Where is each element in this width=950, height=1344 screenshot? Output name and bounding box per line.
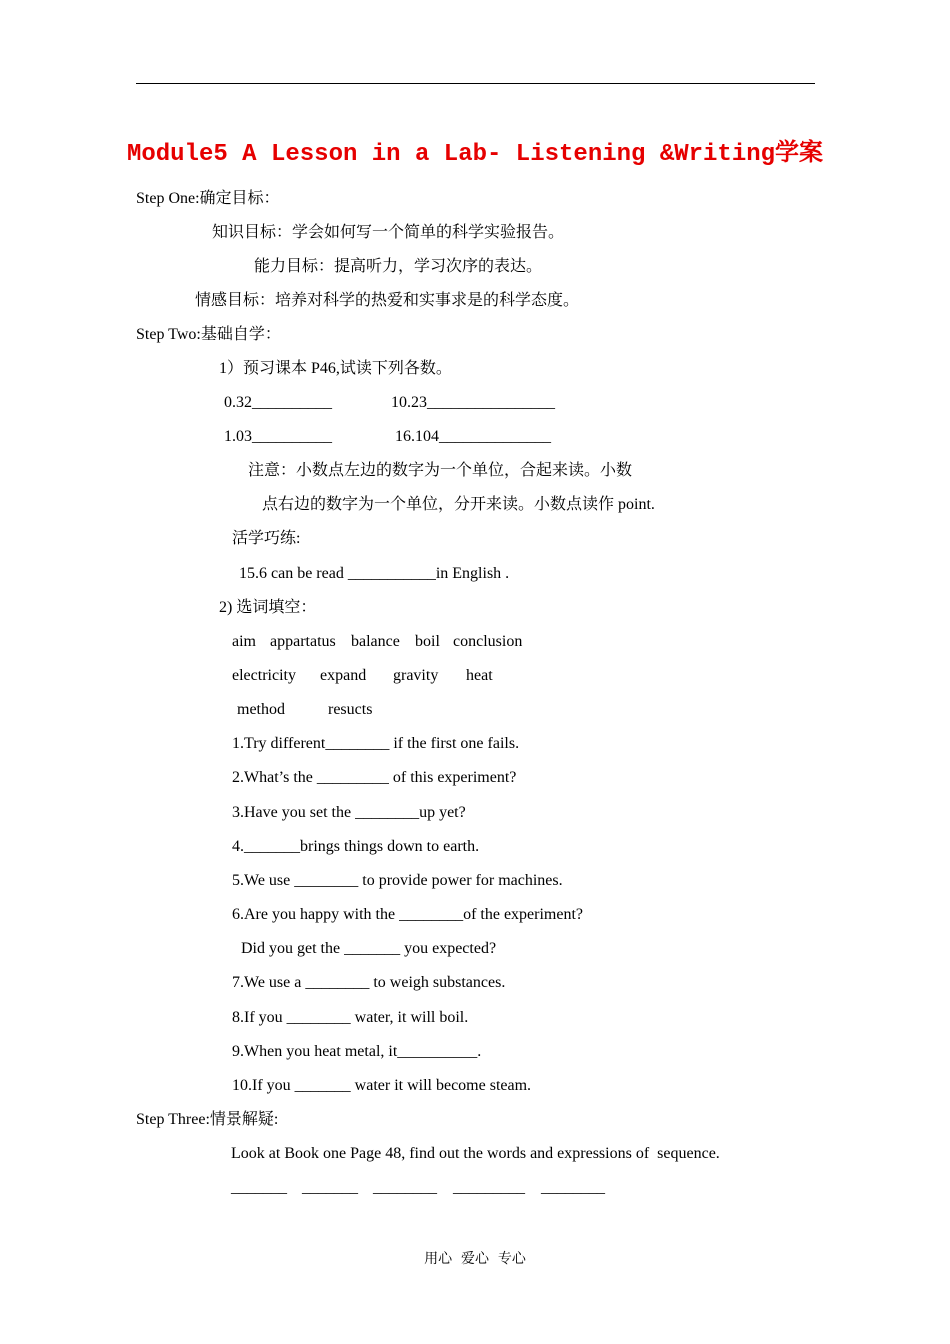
practice-label: 活学巧练: (232, 530, 301, 547)
note-line: 注意：小数点左边的数字为一个单位，合起来读。小数 (248, 462, 633, 479)
note-line: 点右边的数字为一个单位，分开来读。小数点读作 point. (262, 496, 655, 513)
word-bank-item: gravity (393, 667, 439, 684)
emotion-goal: 情感目标：培养对科学的热爱和实事求是的科学态度。 (195, 292, 580, 309)
question-item: 4._______brings things down to earth. (232, 838, 480, 855)
question-item: 2.What’s the _________ of this experiment? (232, 769, 517, 786)
part1-instruction: 1）预习课本 P46,试读下列各数。 (219, 360, 452, 377)
answer-blank: _______ (302, 1179, 358, 1196)
step-three-heading: Step Three:情景解疑: (136, 1111, 279, 1128)
word-bank-item: electricity (232, 667, 296, 684)
question-item: 3.Have you set the ________up yet? (232, 804, 466, 821)
practice-question: 15.6 can be read ___________in English . (239, 565, 510, 582)
number-item: 0.32__________ (224, 394, 332, 411)
question-item: 7.We use a ________ to weigh substances. (232, 974, 506, 991)
title-text: Module5 A Lesson in a Lab- Listening &Writing (126, 141, 776, 168)
word-bank-item: aim (232, 633, 256, 650)
step-one-heading: Step One:确定目标： (136, 190, 280, 207)
word-bank-item: balance (351, 633, 400, 650)
word-bank-item: expand (320, 667, 367, 684)
word-bank-item: appartatus (270, 633, 336, 650)
title-suffix: 学案 (775, 138, 824, 166)
word-bank-item: heat (466, 667, 493, 684)
question-item: 1.Try different________ if the first one fails. (232, 735, 520, 752)
answer-blank: _______ (231, 1179, 287, 1196)
question-item: Did you get the _______ you expected? (241, 940, 497, 957)
answer-blank: ________ (541, 1179, 605, 1196)
knowledge-goal: 知识目标：学会如何写一个简单的科学实验报告。 (212, 224, 565, 241)
question-item: 6.Are you happy with the ________of the experiment? (232, 906, 584, 923)
question-item: 8.If you ________ water, it will boil. (232, 1009, 469, 1026)
step-two-heading: Step Two:基础自学： (136, 326, 281, 343)
ability-goal: 能力目标：提高听力，学习次序的表达。 (254, 258, 543, 275)
word-bank-item: method (237, 701, 285, 718)
number-item: 1.03__________ (224, 428, 332, 445)
page-title (0, 132, 950, 168)
header-rule (136, 83, 815, 84)
word-bank-item: resucts (328, 701, 373, 718)
question-item: 9.When you heat metal, it__________. (232, 1043, 482, 1060)
word-bank-item: boil (415, 633, 440, 650)
answer-blank: _________ (453, 1179, 525, 1196)
word-bank-item: conclusion (453, 633, 523, 650)
question-item: 5.We use ________ to provide power for machines. (232, 872, 563, 889)
page-footer: 用心 爱心 专心 (424, 1251, 526, 1267)
step-three-instruction: Look at Book one Page 48, find out the words and expressions of sequence. (231, 1145, 720, 1162)
question-item: 10.If you _______ water it will become steam. (232, 1077, 532, 1094)
answer-blank: ________ (373, 1179, 437, 1196)
number-item: 16.104______________ (395, 428, 551, 445)
part2-instruction: 2) 选词填空： (219, 599, 317, 616)
number-item: 10.23________________ (391, 394, 555, 411)
